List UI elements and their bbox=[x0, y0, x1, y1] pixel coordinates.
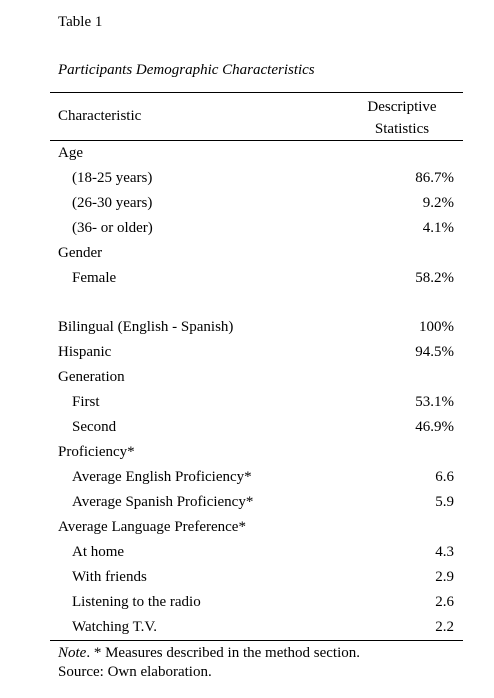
table-title: Participants Demographic Characteristics bbox=[58, 62, 315, 78]
table-row bbox=[0, 390, 494, 415]
row-label: Gender bbox=[58, 245, 103, 261]
row-label: Watching T.V. bbox=[72, 619, 158, 635]
table-top-rule bbox=[50, 92, 463, 93]
row-label: Average Spanish Proficiency* bbox=[72, 494, 254, 510]
table-row bbox=[0, 266, 494, 291]
table-row bbox=[0, 615, 494, 640]
header-stats-line1: Descriptive bbox=[367, 99, 437, 115]
table-spacer-row bbox=[0, 291, 494, 315]
row-label: First bbox=[72, 394, 100, 410]
row-value: 46.9% bbox=[415, 419, 454, 435]
table-row bbox=[0, 340, 494, 365]
note-source: Source: Own elaboration. bbox=[58, 664, 212, 680]
row-value: 94.5% bbox=[415, 344, 454, 360]
table-row bbox=[0, 590, 494, 615]
row-label: Proficiency* bbox=[58, 444, 135, 460]
row-label: Average Language Preference* bbox=[58, 519, 246, 535]
table-row bbox=[0, 166, 494, 191]
header-descriptive-statistics bbox=[350, 96, 454, 140]
row-value: 6.6 bbox=[435, 469, 454, 485]
row-label: Age bbox=[58, 145, 83, 161]
table-note bbox=[58, 644, 360, 682]
row-value: 4.1% bbox=[422, 220, 454, 236]
row-label: Average English Proficiency* bbox=[72, 469, 252, 485]
table-row bbox=[0, 440, 494, 465]
table-row bbox=[0, 565, 494, 590]
row-value: 2.9 bbox=[435, 569, 454, 585]
note-text: . * Measures described in the method section. bbox=[86, 645, 361, 661]
row-label: Listening to the radio bbox=[72, 594, 201, 610]
table-row bbox=[0, 216, 494, 241]
table-label: Table 1 bbox=[58, 14, 103, 30]
row-label: With friends bbox=[72, 569, 147, 585]
table-bottom-rule bbox=[50, 640, 463, 641]
header-stats-line2: Statistics bbox=[374, 121, 430, 137]
row-label: (36- or older) bbox=[72, 220, 153, 236]
table-row bbox=[0, 141, 494, 166]
note-label: Note bbox=[58, 645, 87, 661]
row-value: 2.6 bbox=[435, 594, 454, 610]
row-value: 53.1% bbox=[415, 394, 454, 410]
table-row bbox=[0, 365, 494, 390]
row-label: (18-25 years) bbox=[72, 170, 153, 186]
table-row bbox=[0, 515, 494, 540]
row-label: Second bbox=[72, 419, 117, 435]
table-row bbox=[0, 315, 494, 340]
table-row bbox=[0, 415, 494, 440]
row-value: 9.2% bbox=[422, 195, 454, 211]
row-value: 100% bbox=[419, 319, 454, 335]
row-label: Female bbox=[72, 270, 117, 286]
table-row bbox=[0, 465, 494, 490]
table-row bbox=[0, 241, 494, 266]
row-label: (26-30 years) bbox=[72, 195, 153, 211]
row-value: 5.9 bbox=[435, 494, 454, 510]
row-value: 2.2 bbox=[435, 619, 454, 635]
table-body bbox=[0, 141, 494, 640]
row-label: Generation bbox=[58, 369, 125, 385]
row-label: Bilingual (English - Spanish) bbox=[58, 319, 234, 335]
header-characteristic: Characteristic bbox=[58, 108, 142, 124]
table-row bbox=[0, 191, 494, 216]
note-line bbox=[58, 644, 360, 663]
row-value: 4.3 bbox=[435, 544, 454, 560]
row-value: 58.2% bbox=[415, 270, 454, 286]
table-row bbox=[0, 540, 494, 565]
row-label: Hispanic bbox=[58, 344, 112, 360]
row-label: At home bbox=[72, 544, 125, 560]
row-value: 86.7% bbox=[415, 170, 454, 186]
table-row bbox=[0, 490, 494, 515]
